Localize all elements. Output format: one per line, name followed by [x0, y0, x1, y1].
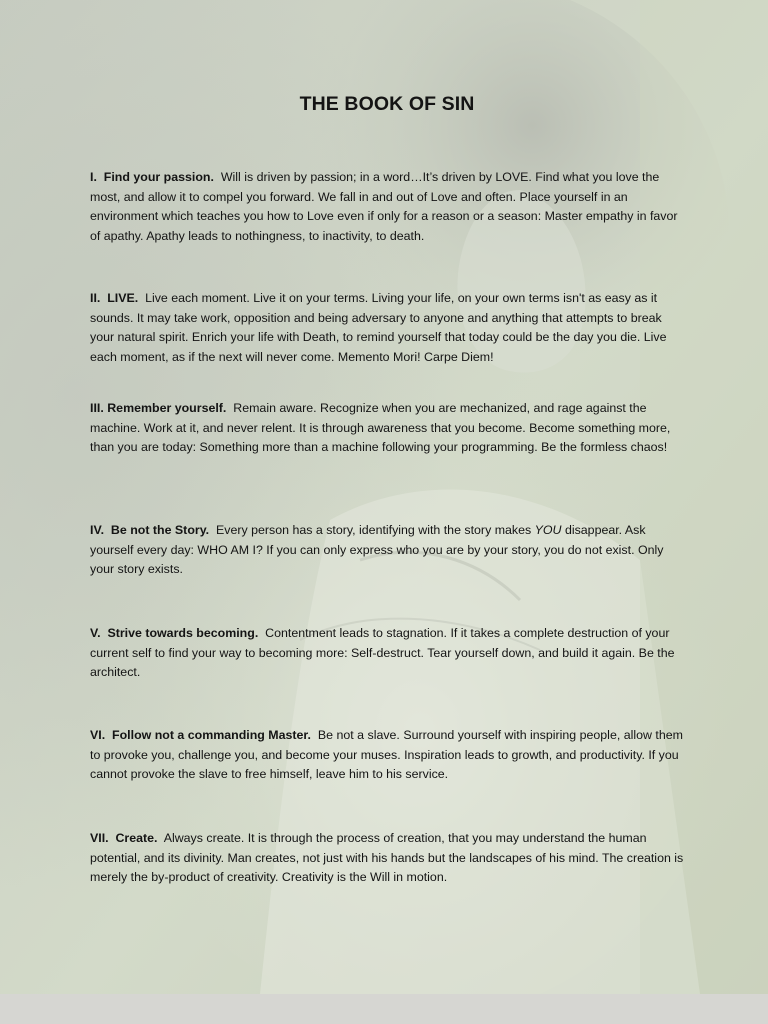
- section-6: [90, 726, 684, 785]
- section-heading: LIVE.: [107, 291, 139, 305]
- section-body: Will is driven by passion; in a word…It’s driven by LOVE. Find what you love the most, and allow it to compel you forward. We fall in and out of Love and often. Place yourself in an environment which teaches you how to Love even if only for a reason or a season: Master empathy in favor of apathy. Apathy leads to nothingness, to inactivity, to death.: [90, 170, 678, 243]
- section-heading: Remember yourself.: [107, 401, 227, 415]
- section-body-before: Every person has a story, identifying with the story makes: [216, 523, 535, 537]
- section-numeral: VI.: [90, 728, 106, 742]
- document-title: THE BOOK OF SIN: [299, 93, 475, 115]
- section-body-after: disappear. Ask yourself every day: WHO AM I? If you can only express who you are by your story, you do not exist. Only your story exists.: [90, 523, 664, 577]
- section-numeral: I.: [90, 170, 97, 184]
- section-2: [90, 289, 684, 367]
- section-4: [90, 521, 684, 580]
- section-heading: Strive towards becoming.: [107, 626, 259, 640]
- section-heading: Follow not a commanding Master.: [112, 728, 312, 742]
- section-5: [90, 624, 684, 683]
- section-body: Remain aware. Recognize when you are mechanized, and rage against the machine. Work at it, and never relent. It is through awareness that you become. Become something more, than you are today: Something more than a machine following your programming. Be the formless chaos!: [90, 401, 671, 455]
- section-numeral: V.: [90, 626, 101, 640]
- section-body: Always create. It is through the process of creation, that you may understand the human potential, and its divinity. Man creates, not just with his hands but the landscapes of his mind. The creation is merely the by-product of creativity. Creativity is the Will in motion.: [90, 831, 684, 885]
- page-bottom-margin: [0, 994, 768, 1024]
- section-numeral: IV.: [90, 523, 105, 537]
- section-numeral: II.: [90, 291, 101, 305]
- section-body: Contentment leads to stagnation. If it takes a complete destruction of your current self to find your way to becoming more: Self-destruct. Tear yourself down, and build it again. Be the architect.: [90, 626, 675, 680]
- section-1: [90, 168, 684, 246]
- section-3: [90, 399, 684, 458]
- section-body-emphasis: YOU: [534, 523, 562, 537]
- section-heading: Create.: [115, 831, 158, 845]
- section-numeral: VII.: [90, 831, 109, 845]
- section-heading: Be not the Story.: [110, 523, 210, 537]
- section-heading: Find your passion.: [103, 170, 214, 184]
- section-numeral: III.: [90, 401, 104, 415]
- section-body: Live each moment. Live it on your terms. Living your life, on your own terms isn't as easy as it sounds. It may take work, opposition and being adversary to anyone and anything that attempts to break your natural spirit. Enrich your life with Death, to remind yourself that today could be the day you die. Live each moment, as if the next will never come. Memento Mori! Carpe Diem!: [90, 291, 667, 364]
- section-7: [90, 829, 684, 888]
- section-body: Be not a slave. Surround yourself with inspiring people, allow them to provoke you, challenge you, and become your muses. Inspiration leads to growth, and productivity. If you cannot provoke the slave to free himself, leave him to his service.: [90, 728, 683, 782]
